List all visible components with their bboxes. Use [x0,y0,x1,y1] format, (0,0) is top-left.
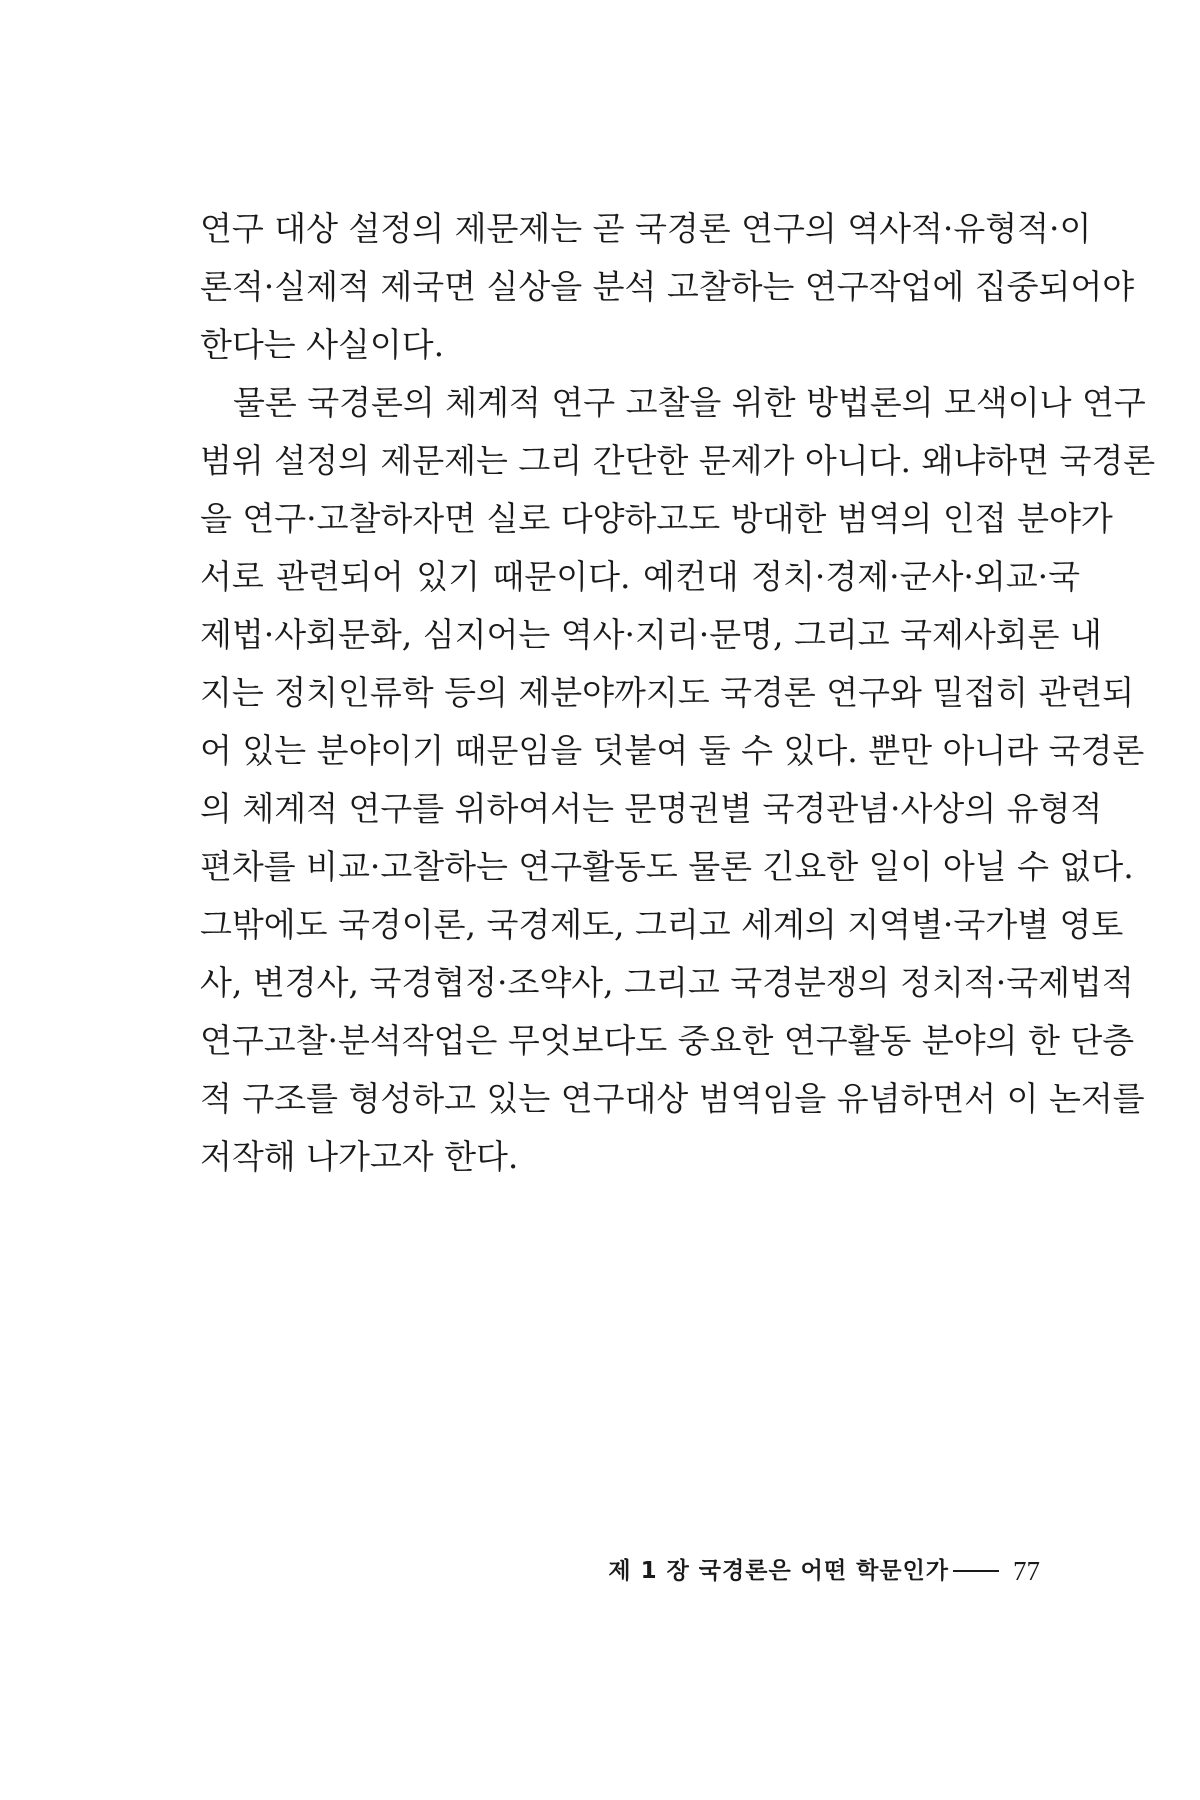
text-line: 한다는 사실이다. [200,325,445,364]
footer-dash [953,1570,999,1572]
text-line: 그밖에도 국경이론, 국경제도, 그리고 세계의 지역별·국가별 영토 [200,905,1124,944]
text-line: 적 구조를 형성하고 있는 연구대상 범역임을 유념하면서 이 논저를 [200,1079,1145,1118]
running-footer [0,1555,1040,1587]
text-line: 어 있는 분야이기 때문임을 덧붙여 둘 수 있다. 뿐만 아니라 국경론 [200,731,1145,770]
text-line: 의 체계적 연구를 위하여서는 문명권별 국경관념·사상의 유형적 [200,789,1103,828]
text-line: 사, 변경사, 국경협정·조약사, 그리고 국경분쟁의 정치적·국제법적 [200,963,1134,1002]
text-line: 편차를 비교·고찰하는 연구활동도 물론 긴요한 일이 아닐 수 없다. [200,847,1134,886]
text-line: 을 연구·고찰하자면 실로 다양하고도 방대한 범역의 인접 분야가 [200,499,1113,538]
text-line: 범위 설정의 제문제는 그리 간단한 문제가 아니다. 왜냐하면 국경론 [200,441,1156,480]
text-line: 연구고찰·분석작업은 무엇보다도 중요한 연구활동 분야의 한 단층 [200,1021,1135,1060]
chapter-title: 제 1 장 국경론은 어떤 학문인가 [608,1558,949,1584]
page-number: 77 [1013,1556,1040,1586]
text-line: 론적·실제적 제국면 실상을 분석 고찰하는 연구작업에 집중되어야 [200,267,1135,306]
body-text [200,200,1156,1186]
text-line: 제법·사회문화, 심지어는 역사·지리·문명, 그리고 국제사회론 내 [200,615,1102,654]
text-line: 연구 대상 설정의 제문제는 곧 국경론 연구의 역사적·유형적·이 [200,209,1092,248]
text-line: 물론 국경론의 체계적 연구 고찰을 위한 방법론의 모색이나 연구 [233,383,1146,422]
text-line: 지는 정치인류학 등의 제분야까지도 국경론 연구와 밀접히 관련되 [200,673,1135,712]
text-line: 서로 관련되어 있기 때문이다. 예컨대 정치·경제·군사·외교·국 [200,557,1080,596]
text-line: 저작해 나가고자 한다. [200,1137,519,1176]
